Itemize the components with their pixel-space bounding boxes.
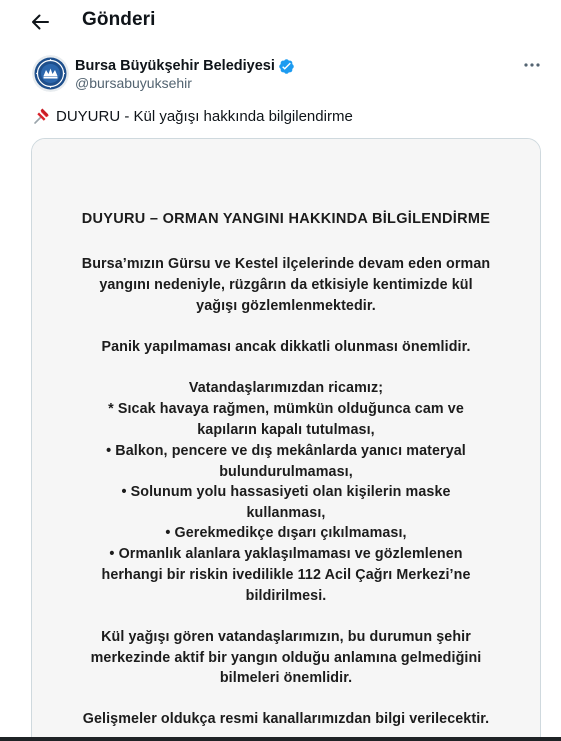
document-line: yağışı gözlemlenmektedir. bbox=[196, 298, 376, 314]
verified-badge-icon bbox=[278, 58, 295, 75]
media-image[interactable] bbox=[31, 138, 541, 741]
document-line: bulundurulmaması, bbox=[219, 464, 353, 480]
document-line: yangını nedeniyle, rüzgârın da etkisiyle kentimizde kül bbox=[99, 277, 473, 293]
document-line: • Gerekmedikçe dışarı çıkılmaması, bbox=[165, 525, 407, 541]
more-options-button[interactable] bbox=[519, 54, 545, 76]
document-line: bildirilmesi. bbox=[245, 588, 327, 604]
tweet-body: DUYURU - Kül yağışı hakkında bilgilendirme bbox=[56, 107, 353, 125]
document-line: merkezinde aktif bir yangın olduğu anlamına gelmediğini bbox=[90, 650, 482, 666]
more-horizontal-icon bbox=[524, 63, 540, 67]
page-title: Gönderi bbox=[82, 9, 156, 30]
author-name-row bbox=[75, 56, 295, 76]
document-line: * Sıcak havaya rağmen, mümkün olduğunca cam ve bbox=[108, 401, 464, 417]
document-line: • Ormanlık alanlara yaklaşılmaması ve gözlemlenen bbox=[109, 546, 463, 562]
tweet-text bbox=[32, 106, 353, 126]
document-line: Bursa’mızın Gürsu ve Kestel ilçelerinde devam eden orman bbox=[81, 256, 491, 272]
document-line: • Solunum yolu hassasiyeti olan kişilerin maske bbox=[121, 484, 451, 500]
document-line: Vatandaşlarımızdan ricamız; bbox=[188, 380, 384, 396]
document-line: herhangi bir riskin ivedilikle 112 Acil Çağrı Merkezi’ne bbox=[101, 567, 471, 583]
document-line: Kül yağışı gören vatandaşlarımızın, bu durumun şehir bbox=[101, 629, 471, 645]
document-title: DUYURU – ORMAN YANGINI HAKKINDA BİLGİLENDİRME bbox=[81, 211, 491, 227]
bursa-municipality-logo-icon bbox=[32, 55, 69, 92]
document-line: kullanması, bbox=[246, 505, 326, 521]
avatar[interactable] bbox=[32, 55, 69, 92]
document-line: kapıların kapalı tutulması, bbox=[197, 422, 375, 438]
document-line: • Balkon, pencere ve dış mekânlarda yanıcı materyal bbox=[106, 443, 466, 459]
document-line: bilmeleri önemlidir. bbox=[219, 670, 353, 686]
pushpin-icon bbox=[32, 106, 52, 126]
author-handle[interactable]: @bursabuyuksehir bbox=[75, 75, 192, 91]
author-name[interactable]: Bursa Büyükşehir Belediyesi bbox=[75, 58, 275, 74]
back-button[interactable] bbox=[22, 8, 58, 36]
announcement-document bbox=[32, 139, 540, 741]
arrow-left-icon bbox=[31, 14, 49, 30]
bottom-edge-bar bbox=[0, 737, 561, 741]
top-header bbox=[0, 0, 561, 44]
document-line: Gelişmeler oldukça resmi kanallarımızdan bilgi verilecektir. bbox=[82, 711, 490, 727]
document-line: Panik yapılmaması ancak dikkatli olunması önemlidir. bbox=[101, 339, 471, 355]
